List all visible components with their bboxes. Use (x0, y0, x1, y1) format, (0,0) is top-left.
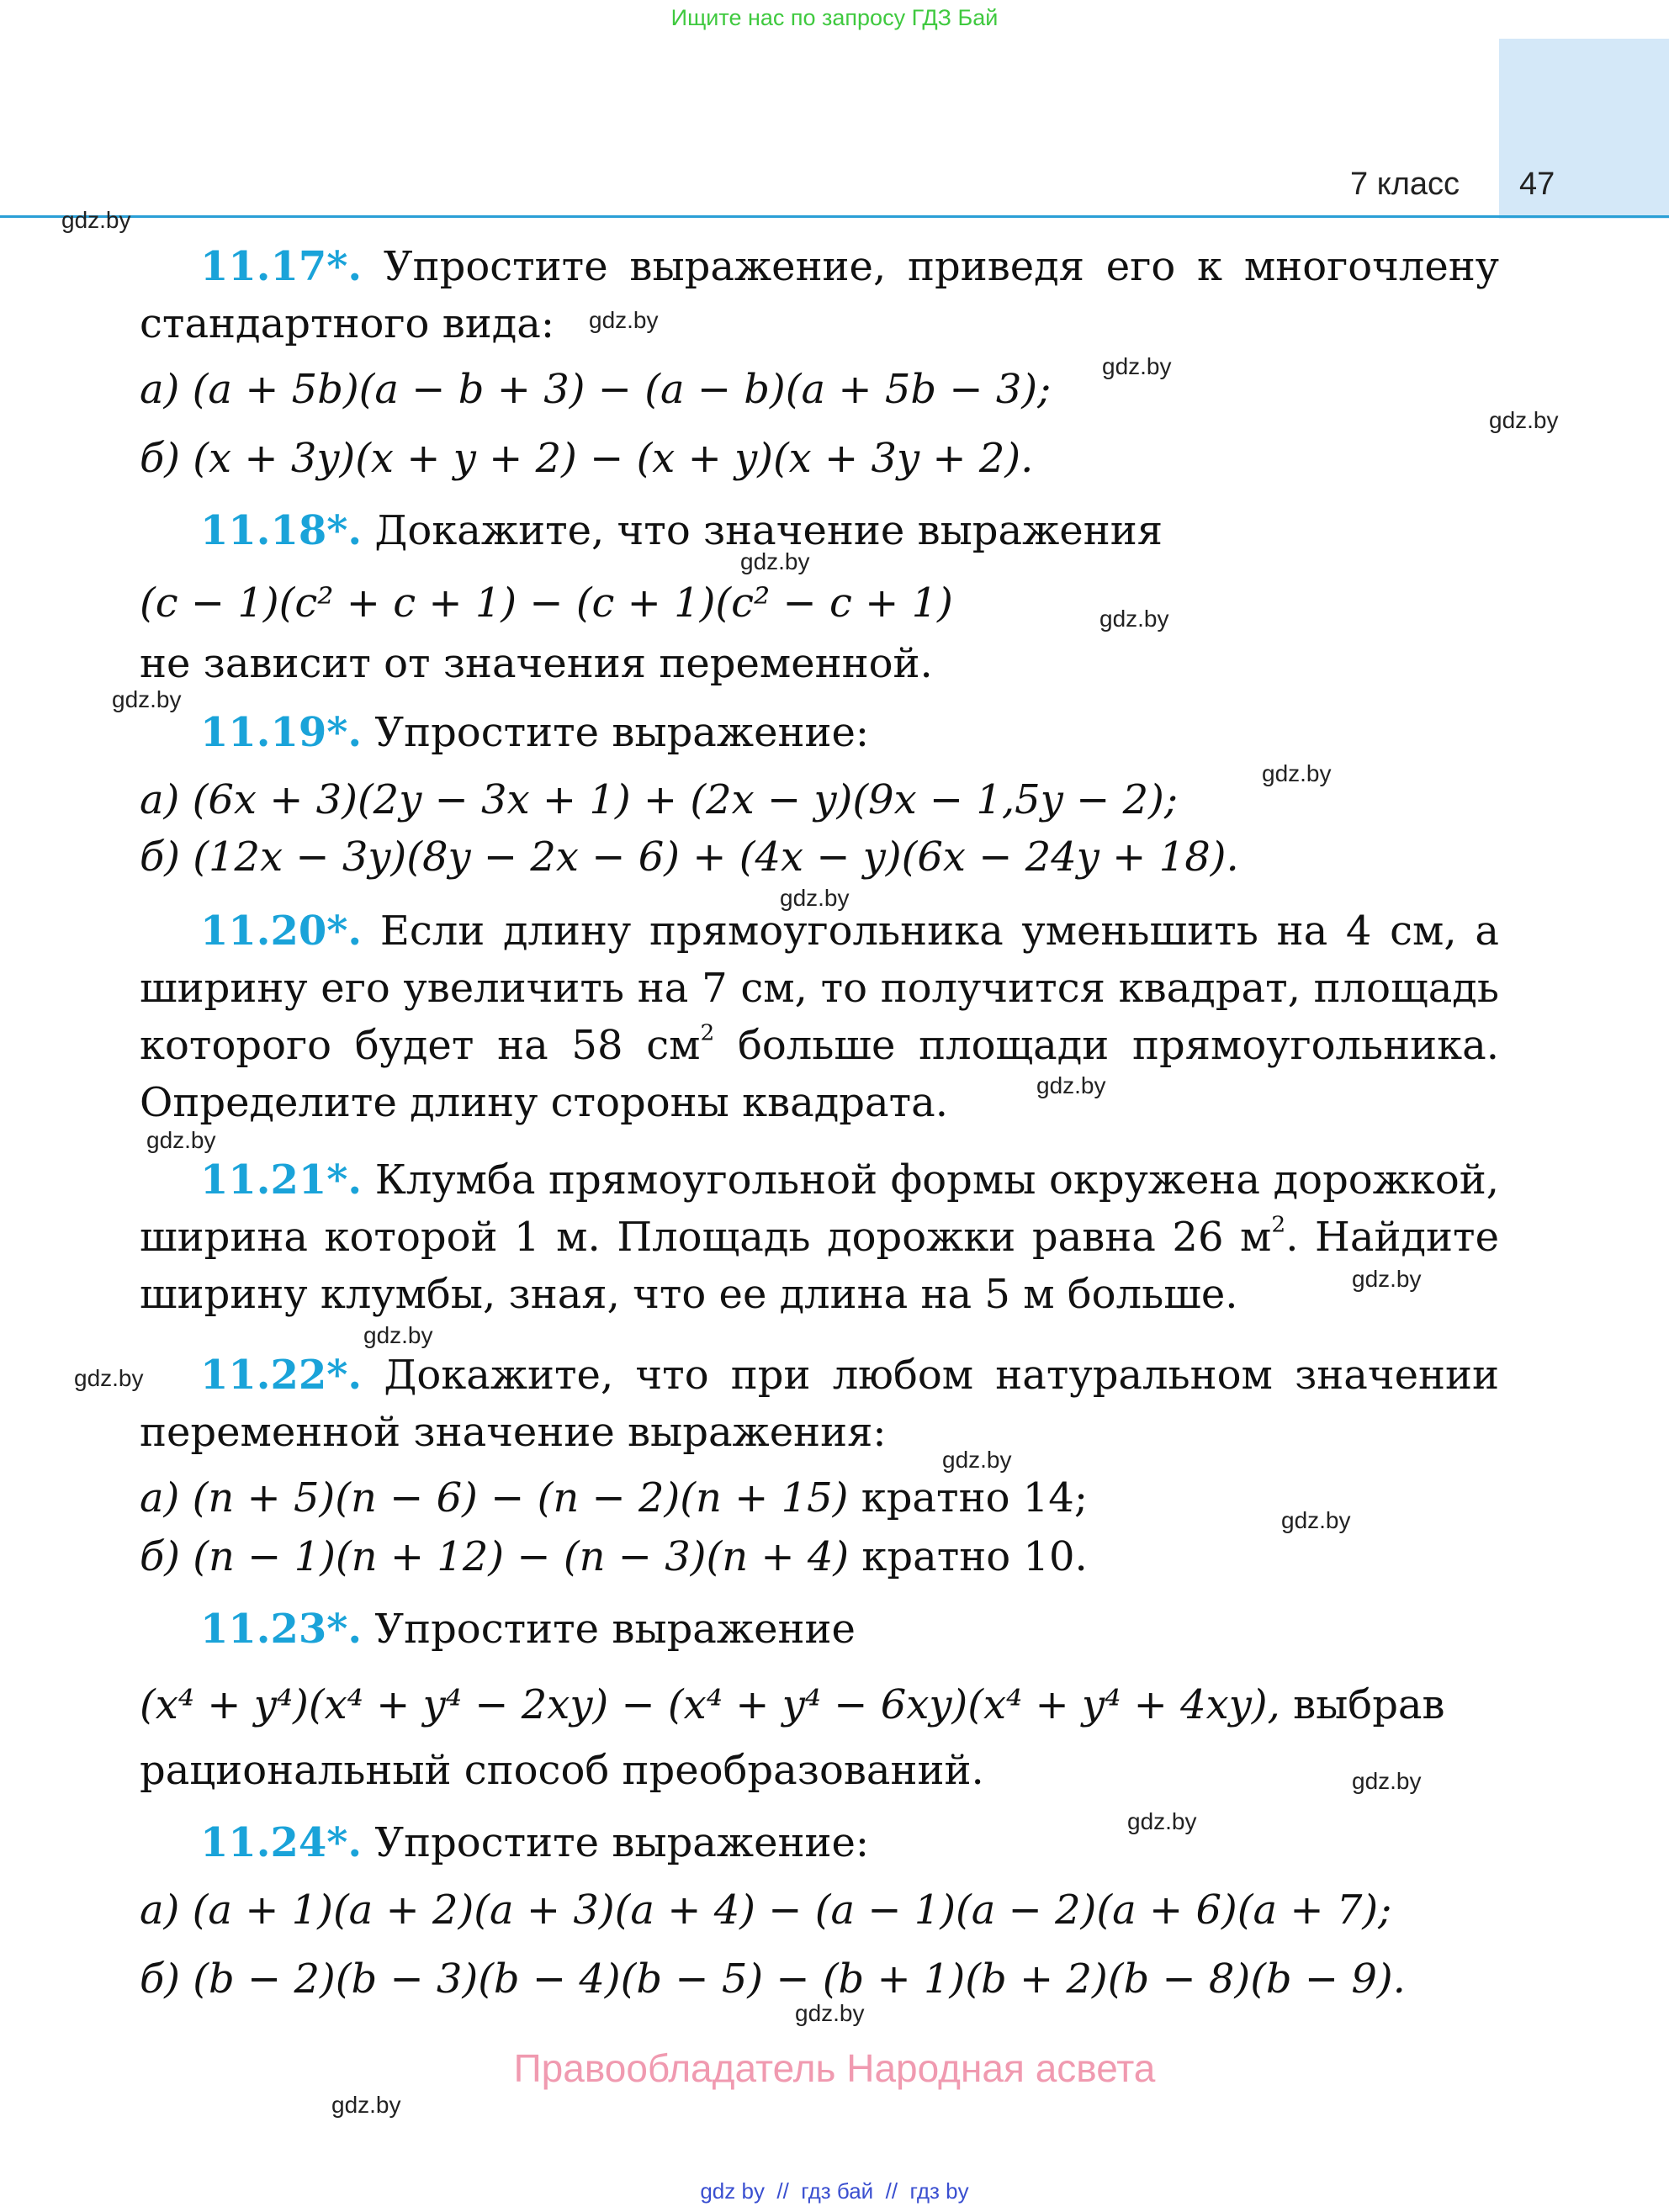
problem-number: 11.22*. (200, 1352, 363, 1399)
problem-11-20-line-2: ширину его увеличить на 7 см, то получится квадрат, площадь (140, 965, 1499, 1012)
problem-text: кратно 14; (848, 1474, 1088, 1521)
math-expression: (x⁴ + y⁴)(x⁴ + y⁴ − 2xy) − (x⁴ + y⁴ − 6xy)(x⁴ + y⁴ + 4xy), (140, 1681, 1280, 1728)
watermark: gdz.by (1102, 353, 1172, 379)
watermark: gdz.by (1489, 407, 1559, 433)
copyright-notice: Правообладатель Народная асвета (513, 2046, 1156, 2090)
problem-text: Упростите выражение (362, 1606, 856, 1653)
problem-11-21-line-1 (200, 1154, 1499, 1206)
problem-11-22-line-2: переменной значение выражения: (140, 1409, 887, 1456)
watermark: gdz.by (1099, 606, 1169, 632)
problem-11-21-line-3: ширину клумбы, зная, что ее длина на 5 м больше. (140, 1271, 1238, 1318)
problem-text: Упростите выражение: (362, 1819, 870, 1866)
grade-label: 7 класс (1350, 167, 1460, 202)
problem-11-19-part-a: а) (6x + 3)(2y − 3x + 1) + (2x − y)(9x − 1,5y − 2); (140, 776, 1179, 823)
problem-text: Если длину прямоугольника уменьшить на 4 см, а (362, 908, 1499, 955)
watermark: gdz.by (61, 207, 131, 233)
problem-number: 11.21*. (200, 1156, 363, 1204)
watermark: gdz.by (589, 307, 659, 333)
footer-links[interactable]: gdz by // гдз бай // гдз by (700, 2178, 969, 2204)
watermark: gdz.by (1036, 1072, 1106, 1098)
problem-11-18-expression: (c − 1)(c² + c + 1) − (c + 1)(c² − c + 1) (140, 579, 953, 627)
problem-text: кратно 10. (849, 1533, 1088, 1580)
problem-text: больше площади прямоугольника. (714, 1022, 1499, 1069)
problem-11-17-part-a: а) (a + 5b)(a − b + 3) − (a − b)(a + 5b − 3); (140, 366, 1052, 413)
problem-11-19-line-1 (200, 706, 1499, 759)
problem-number: 11.17*. (200, 243, 363, 290)
watermark: gdz.by (780, 885, 850, 911)
top-search-link[interactable]: Ищите нас по запросу ГДЗ Бай (670, 5, 999, 30)
problem-11-20-line-1 (200, 905, 1499, 957)
problem-11-17-part-b: б) (x + 3y)(x + y + 2) − (x + y)(x + 3y + 2). (140, 435, 1034, 482)
problem-text: Докажите, что значение выражения (362, 507, 1163, 554)
watermark: gdz.by (740, 548, 810, 574)
watermark: gdz.by (331, 2092, 401, 2118)
problem-text: ширина которой 1 м. Площадь дорожки равна 26 м (140, 1214, 1272, 1261)
header-rule (0, 215, 1669, 218)
problem-11-24-part-b: б) (b − 2)(b − 3)(b − 4)(b − 5) − (b + 1)(b + 2)(b − 8)(b − 9). (140, 1955, 1406, 2003)
problem-11-20-line-3 (140, 1019, 1499, 1072)
watermark: gdz.by (1262, 760, 1332, 786)
page-number: 47 (1519, 167, 1555, 202)
superscript: 2 (700, 1019, 715, 1046)
problem-text: Упростите выражение: (362, 709, 870, 756)
problem-text: которого будет на 58 см (140, 1022, 701, 1069)
watermark: gdz.by (942, 1447, 1012, 1473)
problem-11-19-part-b: б) (12x − 3y)(8y − 2x − 6) + (4x − y)(6x − 24y + 18). (140, 833, 1239, 881)
problem-text: Клумба прямоугольной формы окружена дорожкой, (362, 1156, 1499, 1204)
watermark: gdz.by (1352, 1266, 1422, 1292)
problem-11-23-expression-line (140, 1679, 1499, 1731)
problem-11-23-line-1 (200, 1603, 1499, 1655)
problem-number: 11.23*. (200, 1606, 363, 1653)
problem-11-24-part-a: а) (a + 1)(a + 2)(a + 3)(a + 4) − (a − 1)(a − 2)(a + 6)(a + 7); (140, 1887, 1392, 1934)
watermark: gdz.by (363, 1322, 433, 1348)
problem-11-17-line-2: стандартного вида: (140, 300, 555, 347)
problem-11-22-part-a (140, 1472, 1499, 1524)
problem-text: Упростите выражение, приведя его к многочлену (362, 243, 1499, 290)
watermark: gdz.by (112, 686, 182, 712)
problem-11-24-line-1 (200, 1817, 1499, 1869)
watermark: gdz.by (795, 2000, 865, 2026)
problem-11-23-line-2: рациональный способ преобразований. (140, 1747, 984, 1794)
problem-number: 11.24*. (200, 1819, 363, 1866)
problem-11-22-line-1 (200, 1349, 1499, 1401)
problem-11-17-line-1 (200, 241, 1499, 293)
watermark: gdz.by (1127, 1808, 1197, 1834)
problem-11-20-line-4: Определите длину стороны квадрата. (140, 1079, 949, 1126)
problem-number: 11.18*. (200, 507, 363, 554)
watermark: gdz.by (1281, 1507, 1351, 1533)
problem-number: 11.20*. (200, 908, 363, 955)
problem-11-21-line-2 (140, 1211, 1499, 1263)
problem-11-22-part-b (140, 1531, 1499, 1583)
watermark: gdz.by (74, 1365, 144, 1391)
watermark: gdz.by (1352, 1768, 1422, 1794)
superscript: 2 (1271, 1211, 1286, 1238)
problem-11-18-line-2: не зависит от значения переменной. (140, 640, 933, 687)
problem-text: выбрав (1280, 1681, 1445, 1728)
watermark: gdz.by (146, 1127, 216, 1153)
math-expression: б) (n − 1)(n + 12) − (n − 3)(n + 4) (140, 1533, 850, 1580)
problem-text: Докажите, что при любом натуральном значении (362, 1352, 1499, 1399)
problem-11-18-line-1 (200, 505, 1499, 557)
problem-number: 11.19*. (200, 709, 363, 756)
math-expression: а) (n + 5)(n − 6) − (n − 2)(n + 15) (140, 1474, 849, 1521)
problem-text: . Найдите (1285, 1214, 1500, 1261)
